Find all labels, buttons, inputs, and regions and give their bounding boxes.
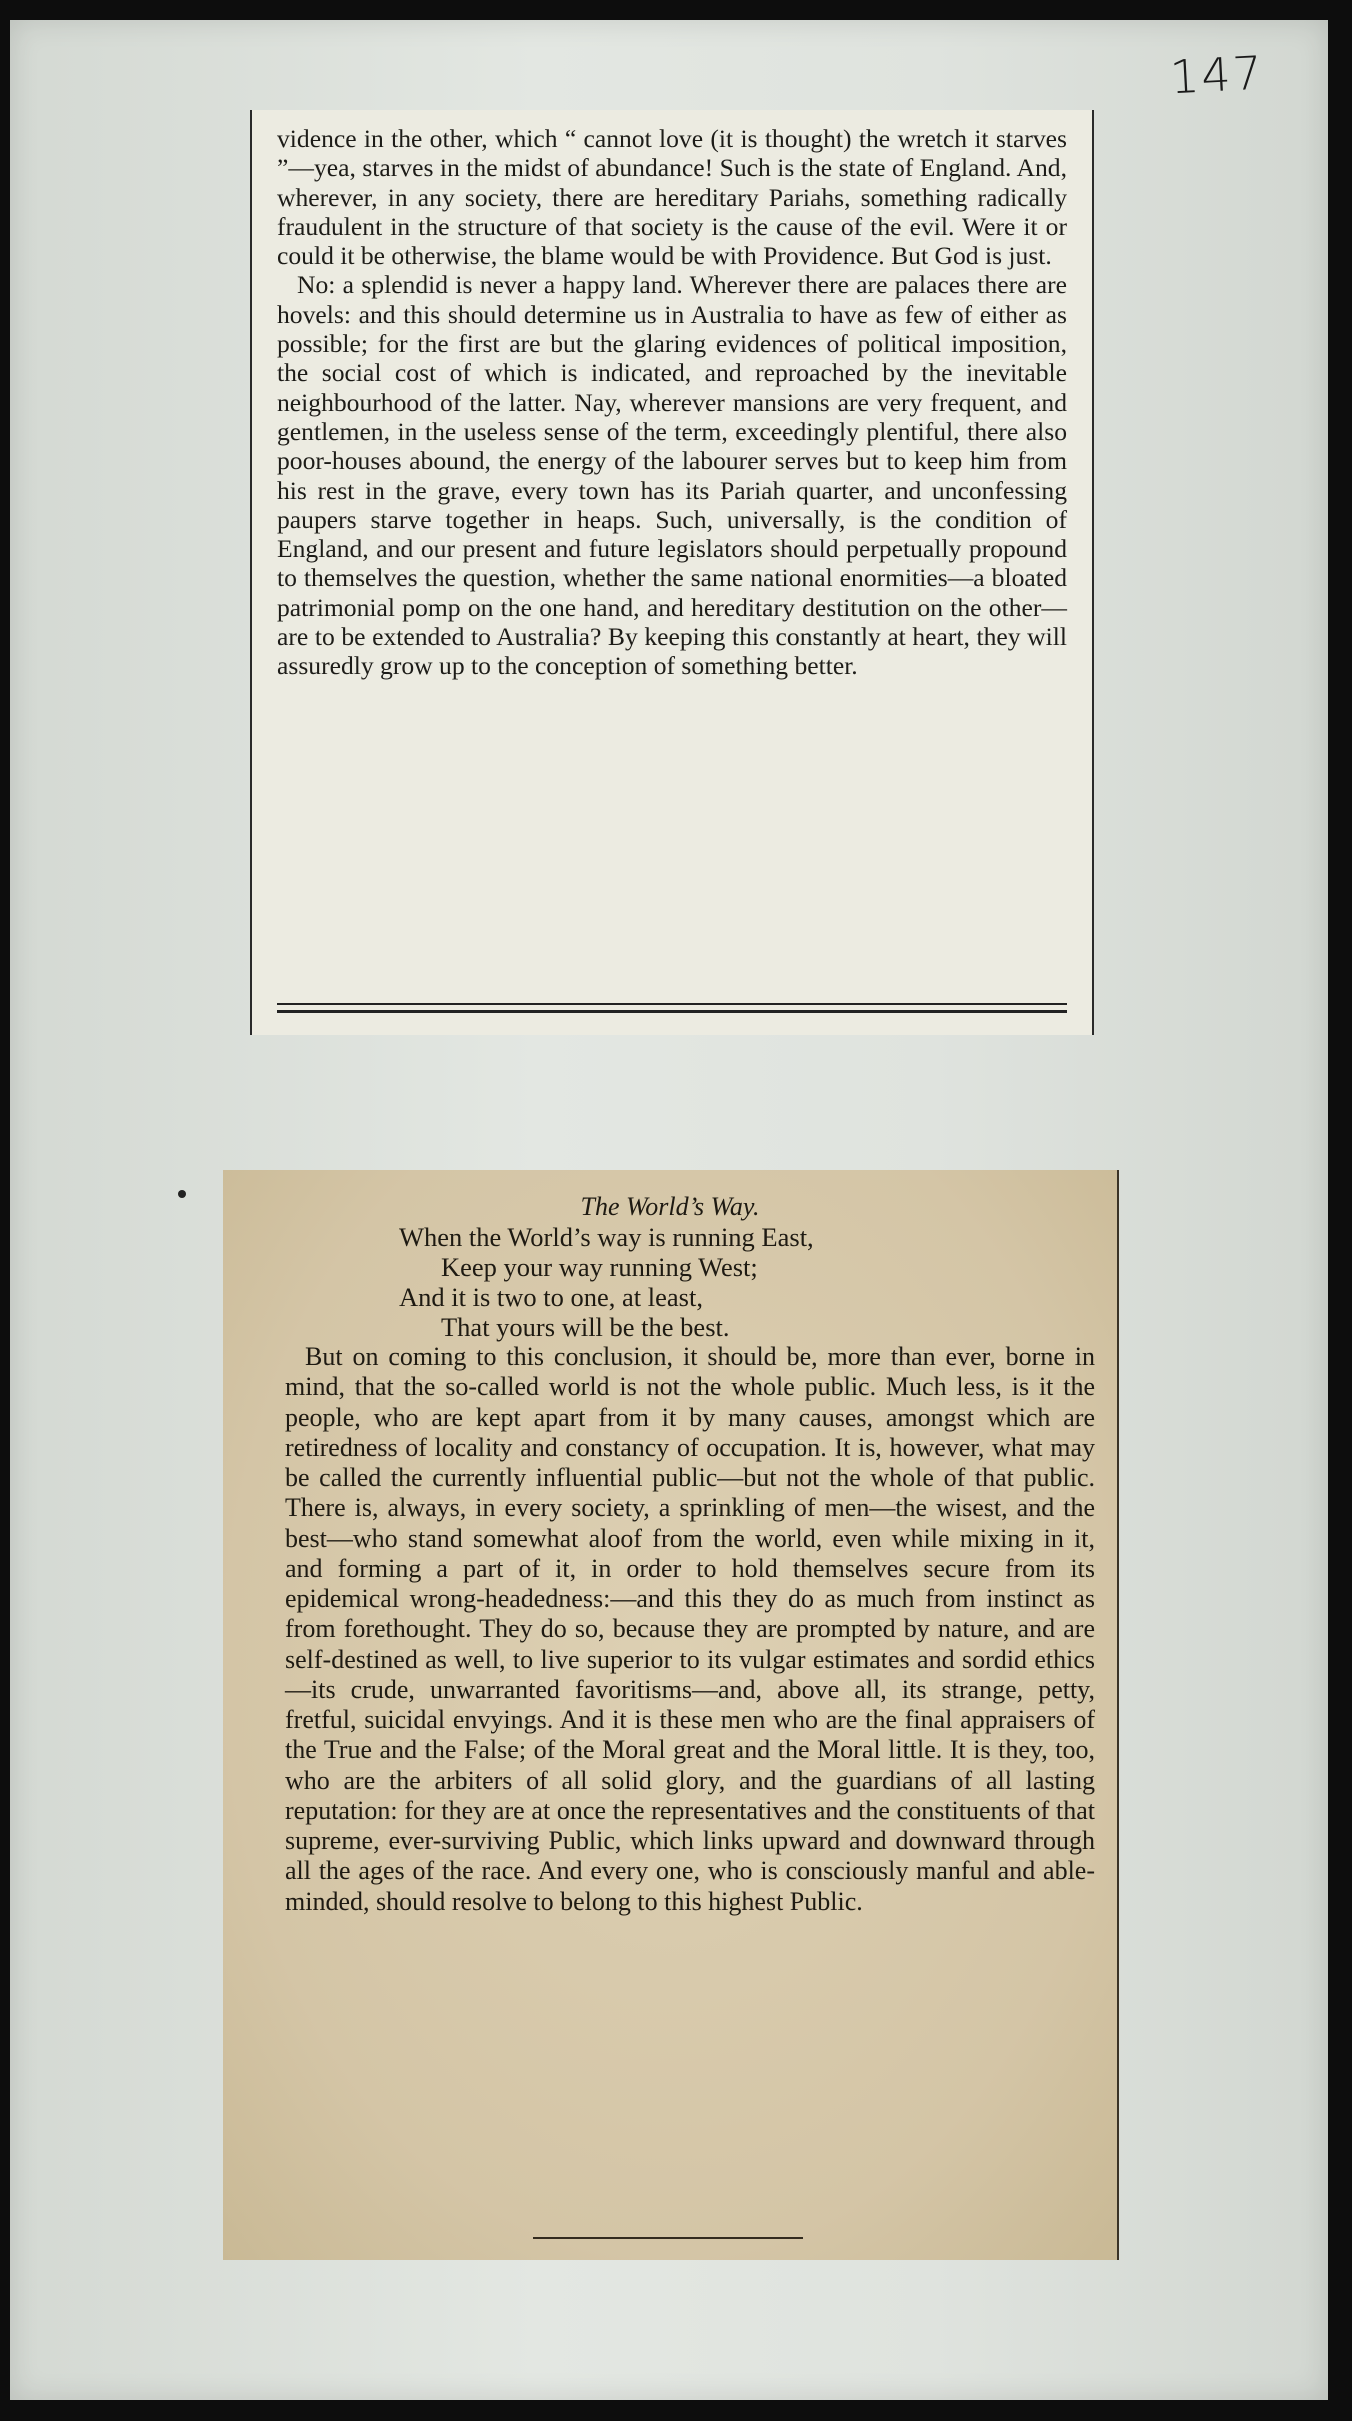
article-body: But on coming to this conclusion, it should be, more than ever, borne in mind, that the so-called world is not the whole public. Much less, is it the people, who are kept apart from it by many causes, amongst which are retiredness of locality and constancy of occupation. It is, however, what may be called the currently influential public—but not the whole of that public. There is, always, in every society, a sprinkling of men—the wisest, and the best—who stand somewhat aloof from the world, even while mixing in it, and forming a part of it, in order to hold themselves secure from its epidemical wrong-headedness:—and this they do as much from instinct as from forethought. They do so, because they are prompted by nature, and are self-destined as well, to live superior to its vulgar estimates and sordid ethics—its crude, unwarranted favoritisms—and, above all, its strange, petty, fretful, suicidal envyings. And it is these men who are the final appraisers of the True and the False; of the Moral great and the Moral little. It is they, too, who are the arbiters of all solid glory, and the guardians of all lasting reputation: for they are at once the representatives and the constituents of that supreme, ever-surviving Public, which links upward and downward through all the ages of the race. And every one, who is consciously manful and able-minded, should resolve to belong to this highest Public. [285, 1342, 1095, 1916]
paragraph: No: a splendid is never a happy land. Wherever there are palaces there are hovels: and this should determine us in Australia to have as few of either as possible; for the first are but the glaring evidences of political imposition, the social cost of which is indicated, and reproached by the inevitable neighbourhood of the latter. Nay, wherever mansions are very frequent, and gentlemen, in the useless sense of the term, exceedingly plentiful, there also poor-houses abound, the energy of the labourer serves but to keep him from his rest in the grave, every town has its Pariah quarter, and unconfessing paupers starve together in heaps. Such, universally, is the condition of England, and our present and future legislators should perpetually propound to themselves the question, whether the same national enormities—a bloated patrimonial pomp on the one hand, and hereditary destitution on the other—are to be extended to Australia? By keeping this constantly at heart, they will assuredly grow up to the conception of something better. [277, 270, 1067, 681]
clipping-text [277, 124, 1067, 681]
scrapbook-page [10, 20, 1328, 2400]
page-number: 147 [1168, 45, 1266, 105]
newspaper-clipping-bottom [223, 1170, 1119, 2260]
poem-line: And it is two to one, at least, [399, 1282, 703, 1312]
poem-line: Keep your way running West; [441, 1252, 758, 1282]
divider-rule [277, 1003, 1067, 1005]
binding-mark [178, 1190, 186, 1198]
newspaper-clipping-top [250, 110, 1094, 1035]
poem-line: That yours will be the best. [441, 1312, 730, 1342]
poem-line: When the World’s way is running East, [399, 1222, 814, 1252]
paragraph: vidence in the other, which “ cannot love (it is thought) the wretch it starves ”—yea, starves in the midst of abundance! Such is the state of England. And, wherever, in any society, there are hereditary Pariahs, something radically fraudulent in the structure of that society is the cause of the evil. Were it or could it be otherwise, the blame would be with Providence. But God is just. [277, 124, 1067, 271]
article-title: The World’s Way. [580, 1192, 760, 1221]
divider-rule [277, 1010, 1067, 1013]
divider-rule [533, 2237, 803, 2239]
